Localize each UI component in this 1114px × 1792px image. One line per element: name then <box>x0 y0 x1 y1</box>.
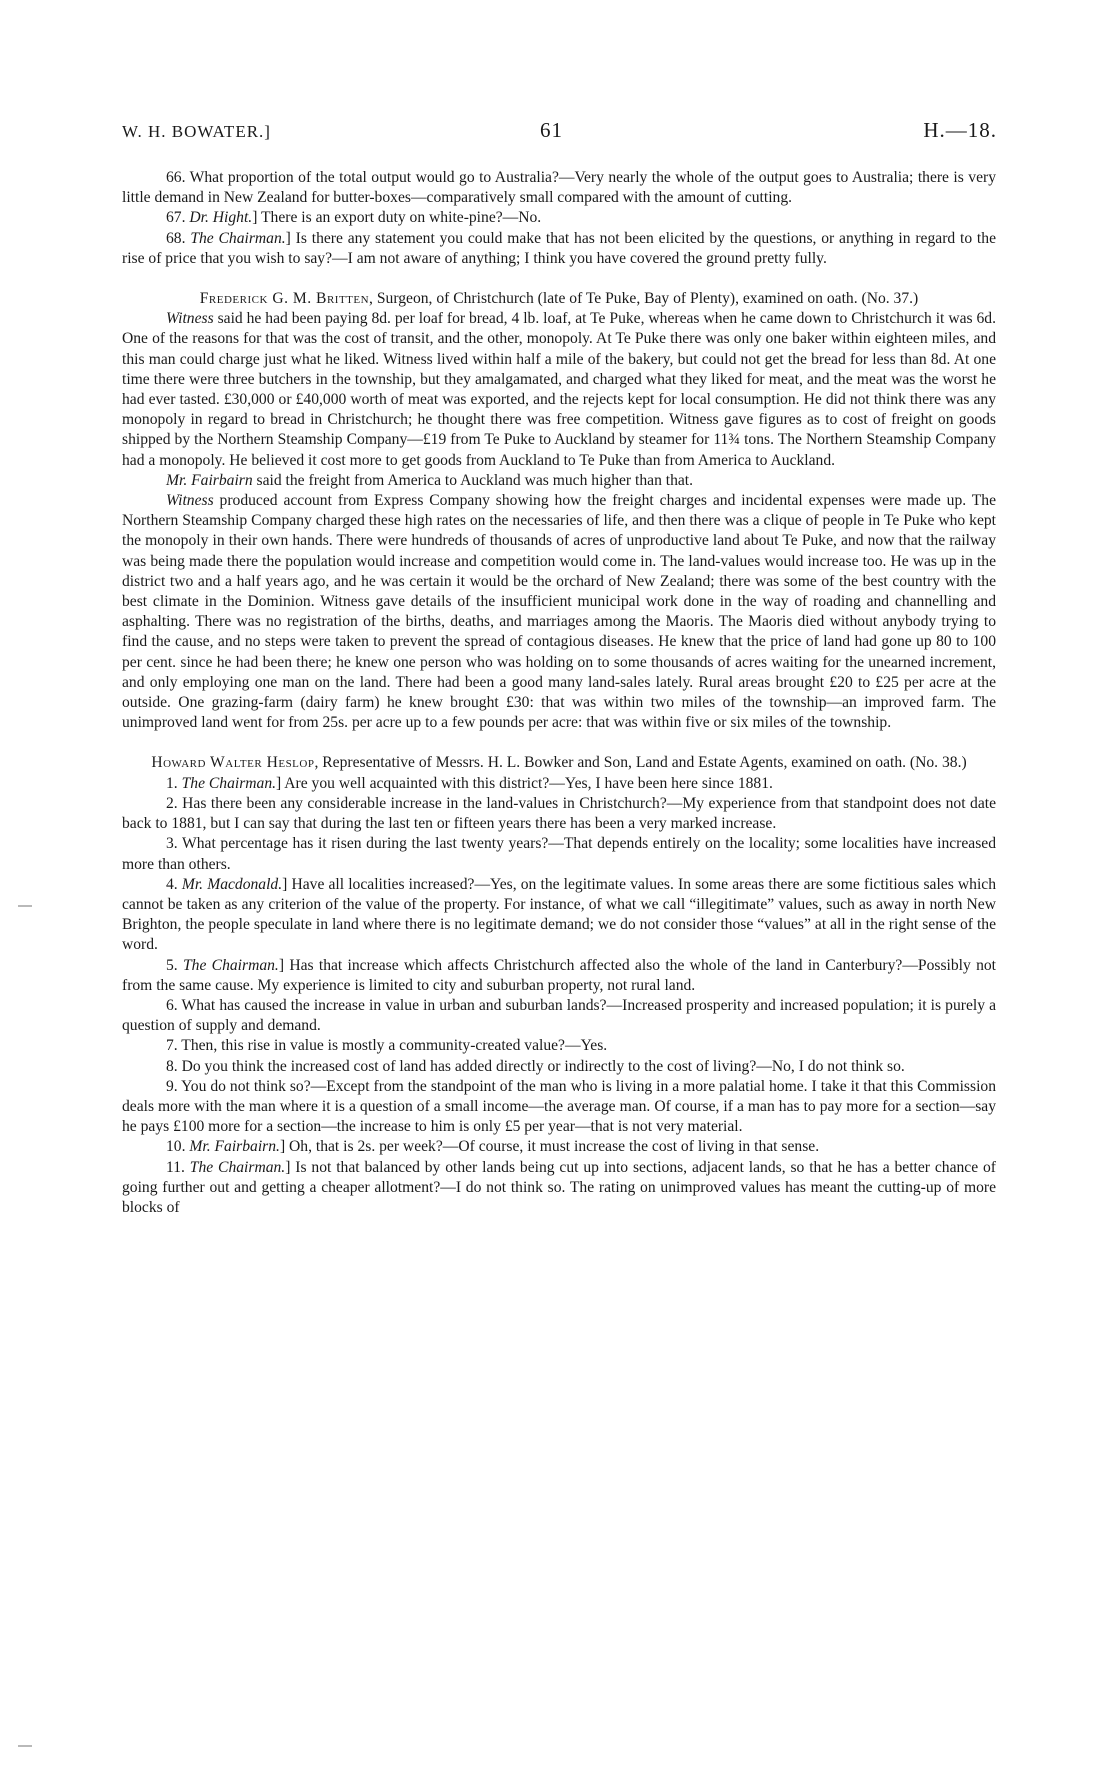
witness-running-head: W. H. BOWATER.] <box>122 122 271 141</box>
question-paragraph <box>122 774 996 794</box>
margin-mark <box>18 1745 32 1747</box>
witness-heading <box>122 289 996 309</box>
witness-description: , Surgeon, of Christchurch (late of Te Puke, Bay of Plenty), examined on oath. (No. 37.) <box>369 290 919 308</box>
question-number: 67. <box>166 209 190 227</box>
paragraph-text: 3. What percentage has it risen during the last twenty years?—That depends entirely on the locality; some localities have increased more than others. <box>122 835 996 873</box>
evidence-paragraph <box>122 471 996 491</box>
question-paragraph <box>122 1158 996 1219</box>
speaker-name: The Chairman. <box>181 774 277 792</box>
paragraph-text: ] Have all localities increased?—Yes, on the legitimate values. In some areas there are some fictitious sales which cannot be taken as any criterion of the value of the property. For instance, of what we call “illegitimate” values, such as away in north New Brighton, the people speculate in land where there is no legitimate demand; we do not consider those “values” at all in the right sense of the word. <box>122 875 997 954</box>
speaker-name: Witness <box>166 310 214 328</box>
speaker-name: Dr. Hight. <box>189 209 253 227</box>
question-paragraph <box>122 229 996 269</box>
question-paragraph <box>122 1057 996 1077</box>
question-number: 1. <box>166 774 182 792</box>
paragraph-text: said the freight from America to Auckland was much higher than that. <box>252 471 694 489</box>
question-paragraph <box>122 1036 996 1056</box>
paragraph-text: 7. Then, this rise in value is mostly a community-created value?—Yes. <box>166 1037 608 1055</box>
paragraph-text: said he had been paying 8d. per loaf for bread, 4 lb. loaf, at Te Puke, whereas when he came down to Christchurch it was 6d. One of the reasons for that was the cost of transit, and the other, monopoly. At Te Puke there was only one baker within eighteen miles, and this man could charge just what he liked. Witness lived within half a mile of the bakery, but could not get the bread for less than 8d. At one time there were three butchers in the township, but they amalgamated, and charged what they liked for meat, and the meat was the worst he had ever tasted. £30,000 or £40,000 worth of meat was exported, and the rejects kept for local consumption. He did not think there was any monopoly in regard to bread in Christchurch; he thought there was free competition. Witness gave figures as to cost of freight on goods shipped by the Northern Steamship Company—£19 from Te Puke to Auckland by steamer for 11¾ tons. The Northern Steamship Company had a monopoly. He believed it cost more to get goods from Auckland to Te Puke than from America to Auckland. <box>122 310 996 469</box>
question-paragraph <box>122 996 996 1036</box>
speaker-name: Witness <box>166 492 214 510</box>
body-text <box>122 168 996 1218</box>
question-paragraph <box>122 168 996 208</box>
evidence-paragraph <box>122 491 996 733</box>
evidence-paragraph <box>122 309 996 471</box>
question-number: 4. <box>166 875 182 893</box>
paragraph-text: 2. Has there been any considerable increase in the land-values in Christchurch?—My experience from that standpoint does not date back to 1881, but I can say that during the last ten or fifteen years there has been a very marked increase. <box>122 794 996 833</box>
question-paragraph <box>122 1137 996 1157</box>
paragraph-text: ] Has that increase which affects Christchurch affected also the whole of the land in Canterbury?—Possibly not from the same cause. My experience is limited to city and suburban property, not rural land. <box>122 956 997 994</box>
paragraph-text: ] Is there any statement you could make that has not been elicited by the questions, or anything in regard to the rise of price that you wish to say?—I am not aware of anything; I think you have covered the ground pretty fully. <box>122 229 996 267</box>
speaker-name: The Chairman. <box>190 229 286 247</box>
paragraph-text: ] Oh, that is 2s. per week?—Of course, it must increase the cost of living in that sense. <box>279 1138 820 1156</box>
speaker-name: Mr. Fairbairn <box>166 471 253 489</box>
paragraph-text: 8. Do you think the increased cost of land has added directly or indirectly to the cost of living?—No, I do not think so. <box>166 1057 905 1075</box>
question-number: 68. <box>166 229 191 247</box>
question-paragraph <box>122 956 996 996</box>
question-number: 10. <box>166 1138 190 1156</box>
question-paragraph <box>122 834 996 874</box>
question-paragraph <box>122 794 996 834</box>
speaker-name: The Chairman. <box>189 1158 286 1176</box>
witness-name: Frederick G. M. Britten <box>199 290 370 308</box>
question-number: 11. <box>166 1158 190 1176</box>
page-number: 61 <box>540 118 563 142</box>
speaker-name: Mr. Macdonald. <box>181 875 283 893</box>
speaker-name: The Chairman. <box>183 956 279 974</box>
paragraph-text: ] There is an export duty on white-pine?—No. <box>252 209 542 227</box>
witness-description: , Representative of Messrs. H. L. Bowker and Son, Land and Estate Agents, examined on oath. (No. 38.) <box>314 754 967 772</box>
paragraph-text: produced account from Express Company showing how the freight charges and incidental expenses were made up. The Northern Steamship Company charged these high rates on the necessaries of life, and then there was a clique of people in Te Puke who kept the monopoly in their own hands. There were hundreds of thousands of acres of unproductive land about Te Puke, and now that the railway was being made there the population would increase and competition would come in. The land-values would increase too. He was up in the district two and a half years ago, and he was certain it would be the orchard of New Zealand; there was some of the best country with the best climate in the Dominion. Witness gave details of the insufficient municipal work done in the way of roading and channelling and asphalting. There was no registration of the births, deaths, and marriages among the Maoris. The Maoris died without anybody trying to find the cause, and no steps were taken to prevent the spread of contagious diseases. He knew that the price of land had gone up 80 to 100 per cent. since he had been there; he knew one person who was holding on to some thousands of acres waiting for the unearned increment, and only employing one man on the land. There had been a good many land-sales lately. Rural areas brought £20 to £25 per acre at the outside. One grazing-farm (dairy farm) he knew brought £30: that was within two miles of the township—an improved farm. The unimproved land went for from 25s. per acre up to a few pounds per acre: that was within five or six miles of the township. <box>122 492 996 732</box>
paragraph-text: ] Are you well acquainted with this district?—Yes, I have been here since 1881. <box>276 774 773 792</box>
paragraph-text: 9. You do not think so?—Except from the standpoint of the man who is living in a more palatial home. I take it that this Commission deals more with the man where it is a question of a small income—the average man. Of course, if a man has to pay more for a section—say he pays £100 more for a section—the increase to him is only £5 per year—that is not very material. <box>122 1077 996 1136</box>
question-number: 5. <box>166 956 183 974</box>
witness-heading <box>122 753 996 773</box>
paragraph-text: 6. What has caused the increase in value in urban and suburban lands?—Increased prosperity and increased population; it is purely a question of supply and demand. <box>122 996 996 1035</box>
document-reference: H.—18. <box>923 118 997 142</box>
margin-mark <box>18 905 32 907</box>
question-paragraph <box>122 1077 996 1138</box>
witness-name: Howard Walter Heslop <box>151 754 315 772</box>
paragraph-text: ] Is not that balanced by other lands being cut up into sections, adjacent lands, so that he has a better chance of going further out and getting a cheaper allotment?—I do not think so. The rating on unimproved values has meant the cutting-up of more blocks of <box>122 1158 997 1216</box>
question-paragraph <box>122 208 996 228</box>
question-paragraph <box>122 875 996 956</box>
speaker-name: Mr. Fairbairn. <box>189 1138 280 1156</box>
paragraph-text: 66. What proportion of the total output would go to Australia?—Very nearly the whole of the output goes to Australia; there is very little demand in New Zealand for butter-boxes—comparatively small compared with the amount of cutting. <box>122 169 996 207</box>
